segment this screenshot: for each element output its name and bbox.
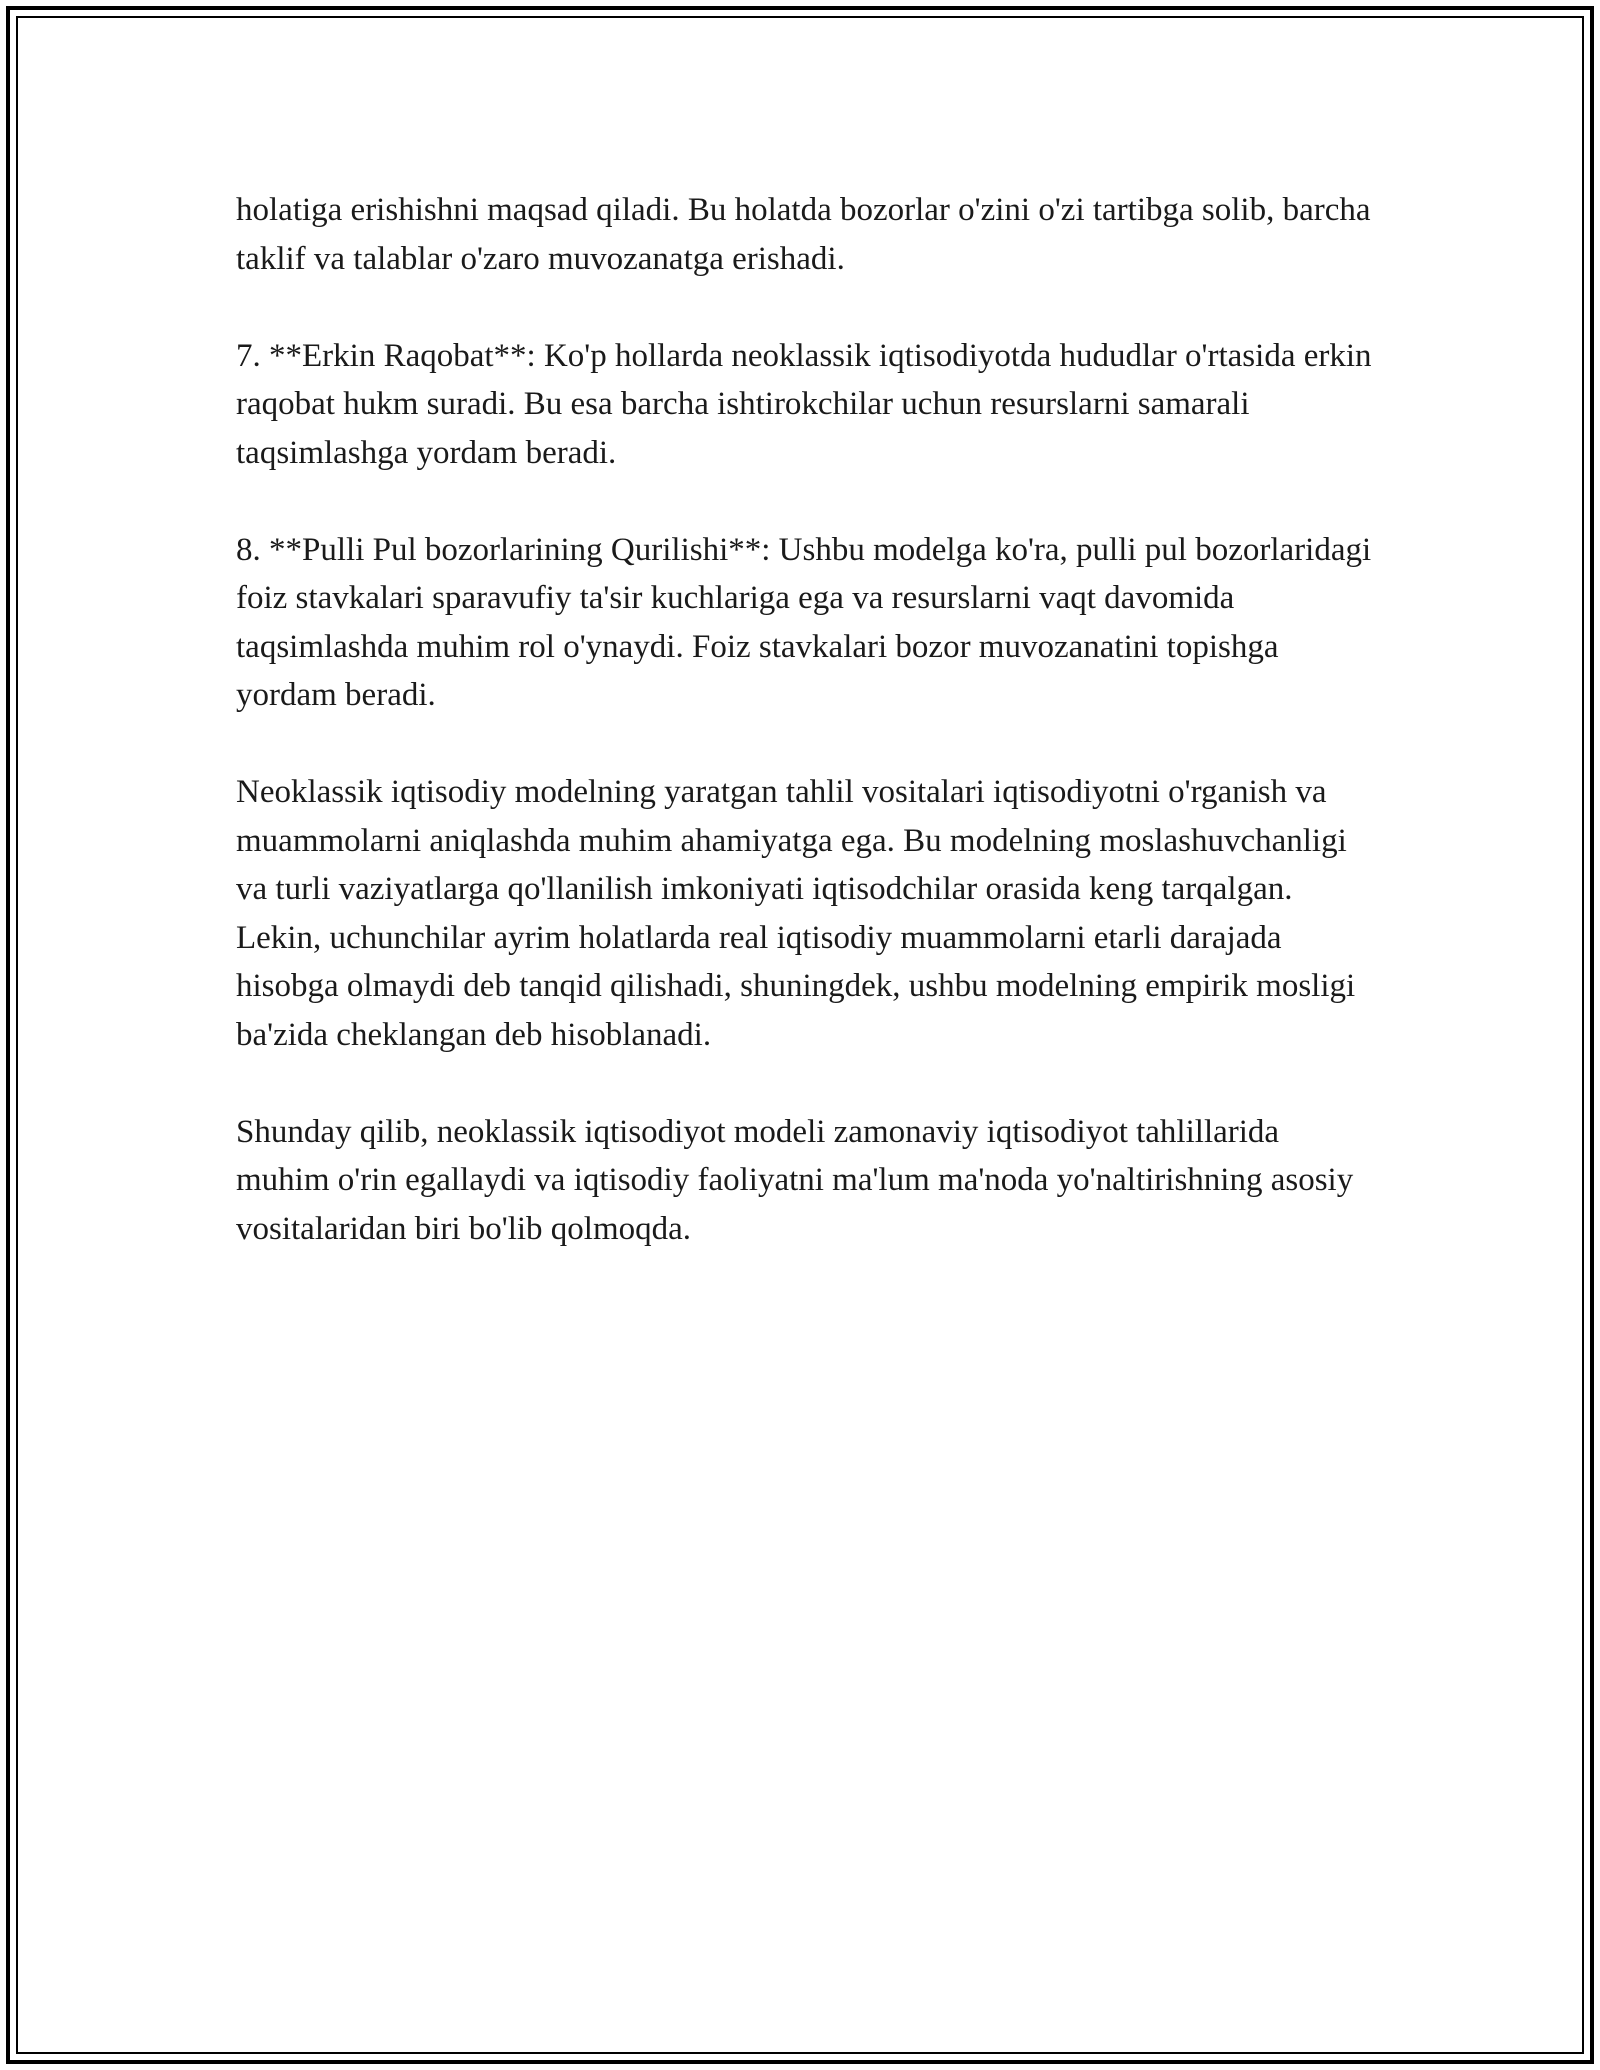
paragraph-conclusion: Shunday qilib, neoklassik iqtisodiyot modeli zamonaviy iqtisodiyot tahlillarida muhim o'rin egallaydi va iqtisodiy faoliyatni ma'lum ma'noda yo'naltirishning asosiy vositalaridan biri bo'lib qolmoqda. [236,1113,1354,1247]
paragraph-item-7-erkin-raqobat: 7. **Erkin Raqobat**: Ko'p hollarda neoklassik iqtisodiyotda hududlar o'rtasida erkin raqobat hukm suradi. Bu esa barcha ishtirokchilar uchun resurslarni samarali taqsimlashga yordam beradi. [236,337,1372,471]
paragraph-continuation: holatiga erishishni maqsad qiladi. Bu holatda bozorlar o'zini o'zi tartibga solib, barcha taklif va talablar o'zaro muvozanatga erishadi. [236,192,1371,277]
paragraph-item-8-pul-bozorlari: 8. **Pulli Pul bozorlarining Qurilishi**: Ushbu modelga ko'ra, pulli pul bozorlaridagi foiz stavkalari sparavufiy ta'sir kuchlariga ega va resurslarni vaqt davomida taqsimlashda muhim rol o'ynaydi. Foiz stavkalari bozor muvozanatini topishga yordam beradi. [236,531,1372,713]
paragraph-neoklassik-model: Neoklassik iqtisodiy modelning yaratgan tahlil vositalari iqtisodiyotni o'rganish va muammolarni aniqlashda muhim ahamiyatga ega. Bu modelning moslashuvchanligi va turli vaziyatlarga qo'llanilish imkoniyati iqtisodchilar orasida keng tarqalgan. Lekin, uchunchilar ayrim holatlarda real iqtisodiy muammolarni etarli darajada hisobga olmaydi deb tanqid qilishadi, shuningdek, ushbu modelning empirik mosligi ba'zida cheklangan deb hisoblanadi. [236,774,1356,1053]
document-body [236,186,1376,1253]
